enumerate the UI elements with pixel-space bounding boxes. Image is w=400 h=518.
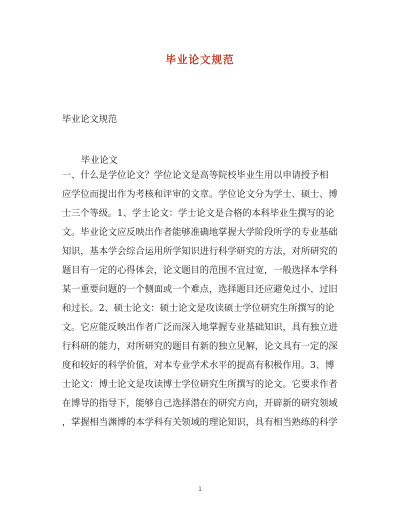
- body-line: 文。毕业论文应反映出作者能够准确地掌握大学阶段所学的专业基础: [62, 227, 338, 238]
- page-number: 1: [198, 486, 202, 493]
- document-subtitle: 毕业论文规范: [62, 114, 118, 125]
- body-line: 度和较好的科学价值，对本专业学术水平的提高有积极作用。3、博: [62, 360, 335, 371]
- body-line: 应学位而提出作为考核和评审的文章。学位论文分为学士、硕士、博: [62, 189, 338, 200]
- body-line: ，掌握相当渊博的本学科有关领域的理论知识，具有相当熟练的科学: [62, 417, 338, 428]
- body-line: 行科研的能力，对所研究的题目有新的独立见解，论文具有一定的深: [62, 341, 338, 352]
- body-text: [62, 166, 342, 432]
- body-line: 知识，基本学会综合运用所学知识进行科学研究的方法，对所研究的: [62, 246, 338, 257]
- body-line: 士三个等级。1、学士论文：学士论文是合格的本科毕业生撰写的论: [62, 208, 335, 219]
- body-line: 文。它应能反映出作者广泛而深入地掌握专业基础知识，具有独立进: [62, 322, 338, 333]
- body-line: 和过长。2、硕士论文：硕士论文是攻读硕士学位研究生所撰写的论: [62, 303, 335, 314]
- body-line: 一、什么是学位论文？学位论文是高等院校毕业生用以申请授予相: [62, 170, 329, 181]
- document-title: 毕业论文规范: [165, 54, 235, 66]
- body-line: 题目有一定的心得体会，论文题目的范围不宜过宽，一般选择本学科: [62, 265, 338, 276]
- body-line: 士论文：博士论文是攻读博士学位研究生所撰写的论文。它要求作者: [62, 379, 338, 390]
- body-line: 某一重要问题的一个侧面或一个难点，选择题目还应避免过小、过旧: [62, 284, 338, 295]
- section-heading: 毕业论文: [81, 155, 118, 166]
- body-line: 在博导的指导下，能够自己选择潜在的研究方向，开辟新的研究领域: [62, 398, 338, 409]
